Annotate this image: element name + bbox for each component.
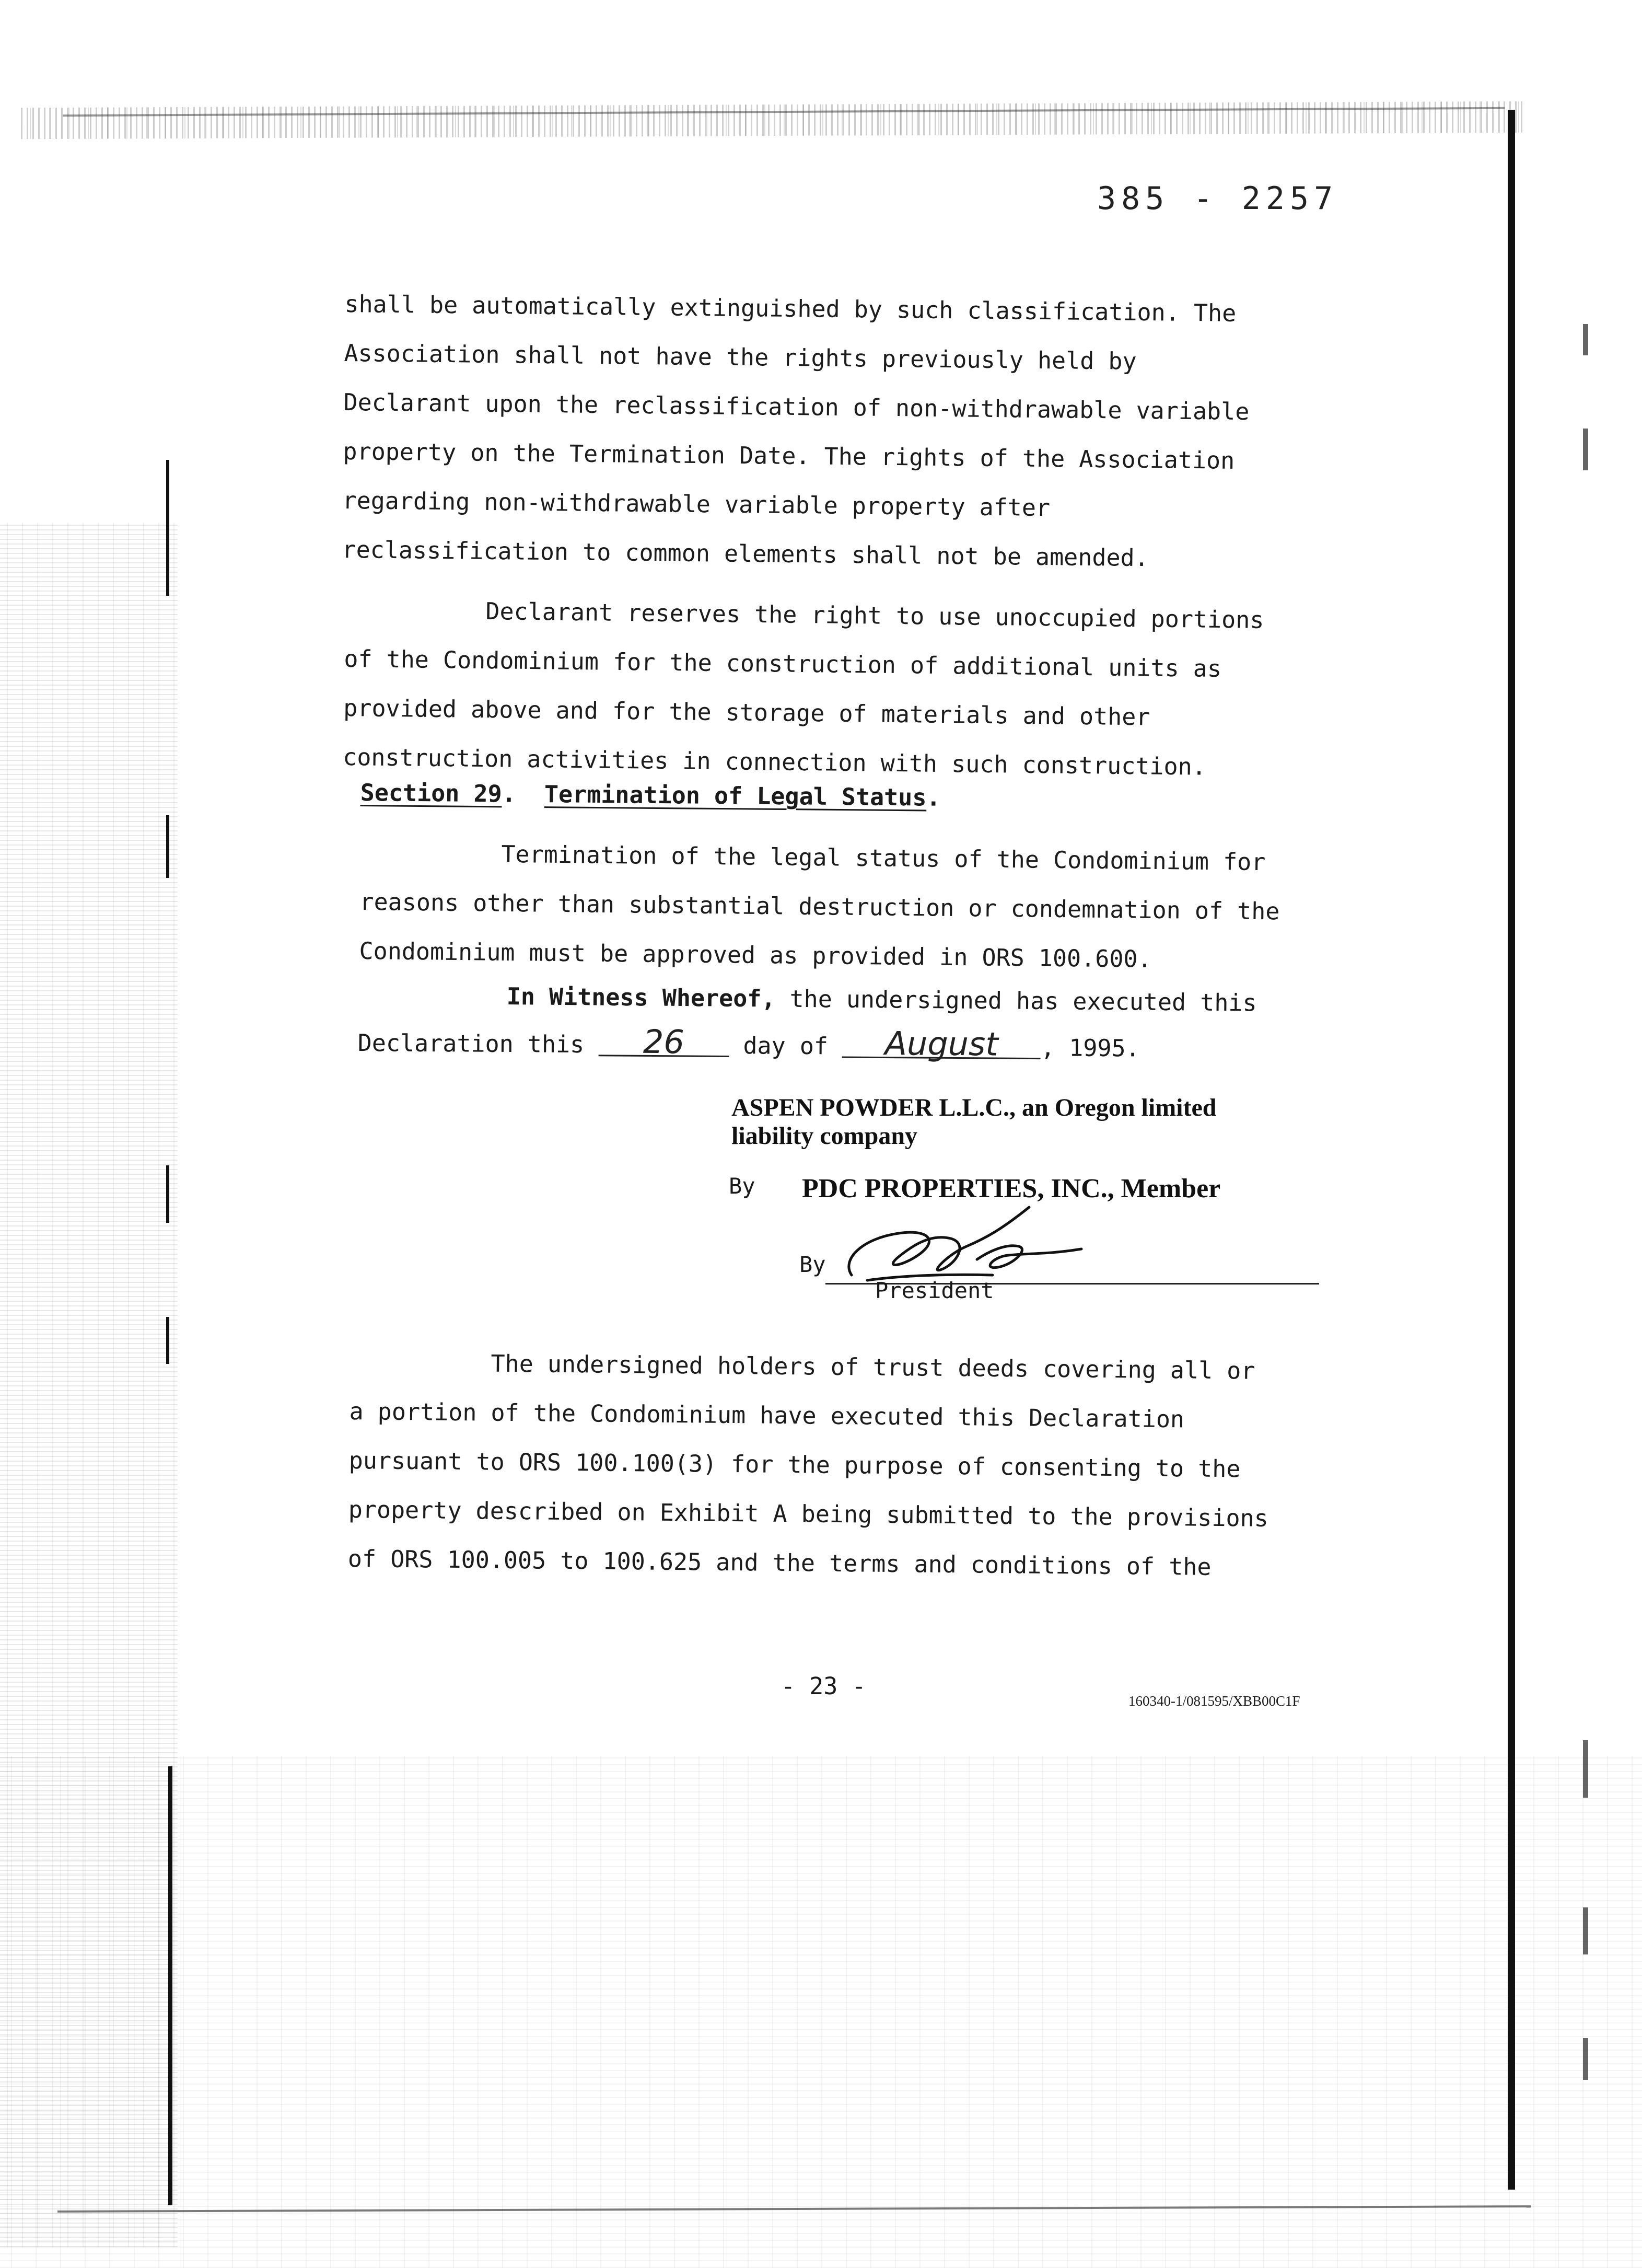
scan-mark-right: [1583, 1740, 1588, 1798]
execution-date-line: [357, 1022, 1140, 1063]
date-year: , 1995.: [1040, 1034, 1140, 1062]
scan-mark-left: [166, 1165, 169, 1223]
by-label: By: [729, 1173, 755, 1199]
text-line: construction activities in connection with such construction.: [342, 743, 1207, 781]
text-line: Termination of the legal status of the Condominium for: [501, 840, 1266, 876]
text-line: The undersigned holders of trust deeds covering all or: [491, 1349, 1255, 1385]
scan-mark-left: [166, 1317, 169, 1364]
text-line: of the Condominium for the construction of additional units as: [344, 644, 1222, 683]
text-line: shall be automatically extinguished by such classification. The: [344, 290, 1237, 327]
scan-mark-right: [1583, 1907, 1588, 1954]
page-number: - 23 -: [781, 1672, 866, 1700]
witness-clause: [507, 982, 1257, 1017]
witness-text: the undersigned has executed this: [775, 985, 1257, 1017]
text-line: provided above and for the storage of materials and other: [343, 693, 1150, 731]
date-prefix: Declaration this: [357, 1028, 599, 1059]
body-paragraph: [347, 1338, 1342, 1593]
text-line: Declarant upon the reclassification of non-withdrawable variable: [343, 388, 1250, 426]
body-paragraph: [359, 828, 1353, 986]
text-line: property on the Termination Date. The rights of the Association: [343, 437, 1235, 475]
body-paragraph: [343, 585, 1337, 793]
text-line: Condominium must be approved as provided in ORS 100.600.: [359, 936, 1152, 973]
scan-mark-left: [166, 460, 169, 596]
scan-mark-right: [1583, 429, 1588, 470]
text-line: reasons other than substantial destruction or condemnation of the: [359, 887, 1280, 925]
witness-lead: In Witness Whereof,: [506, 982, 776, 1013]
text-line: regarding non-withdrawable variable property after: [342, 486, 1051, 522]
recording-stamp: 385 - 2257: [1097, 180, 1338, 217]
text-line: of ORS 100.005 to 100.625 and the terms and conditions of the: [347, 1544, 1212, 1581]
text-line: Association shall not have the rights previously held by: [344, 339, 1137, 375]
handwritten-month: August: [842, 1030, 1041, 1059]
company-type-line: liability company: [731, 1122, 918, 1150]
company-name-line: ASPEN POWDER L.L.C., an Oregon limited: [731, 1094, 1217, 1121]
body-paragraph: [342, 280, 1337, 585]
section-title: Termination of Legal Status: [544, 780, 927, 812]
section-number: Section 29: [360, 779, 502, 808]
scan-edge-rule-right: [1508, 110, 1515, 2190]
scan-mark-left: [168, 1766, 172, 2205]
member-name: PDC PROPERTIES, INC., Member: [802, 1174, 1221, 1204]
text-line: Declarant reserves the right to use unoccupied portions: [485, 597, 1264, 634]
section-heading: Section 29. Termination of Legal Status.: [360, 779, 941, 812]
signatory-title: President: [875, 1278, 994, 1303]
text-line: a portion of the Condominium have executed this Declaration: [349, 1397, 1185, 1433]
text-line: reclassification to common elements shall not be amended.: [342, 535, 1149, 572]
scan-mark-right: [1583, 2038, 1588, 2080]
scan-mark-right: [1583, 324, 1588, 355]
handwritten-day: 26: [598, 1028, 729, 1057]
document-file-code: 160340-1/081595/XBB00C1F: [1128, 1693, 1300, 1709]
signature-by-label: By: [799, 1252, 826, 1277]
scan-noise-bottom: [0, 1756, 1642, 2268]
scan-mark-left: [166, 815, 169, 878]
date-day-of: day of: [729, 1031, 843, 1060]
text-line: property described on Exhibit A being submitted to the provisions: [348, 1495, 1269, 1532]
text-line: pursuant to ORS 100.100(3) for the purpose of consenting to the: [348, 1446, 1241, 1483]
scan-noise-top: [21, 101, 1525, 140]
